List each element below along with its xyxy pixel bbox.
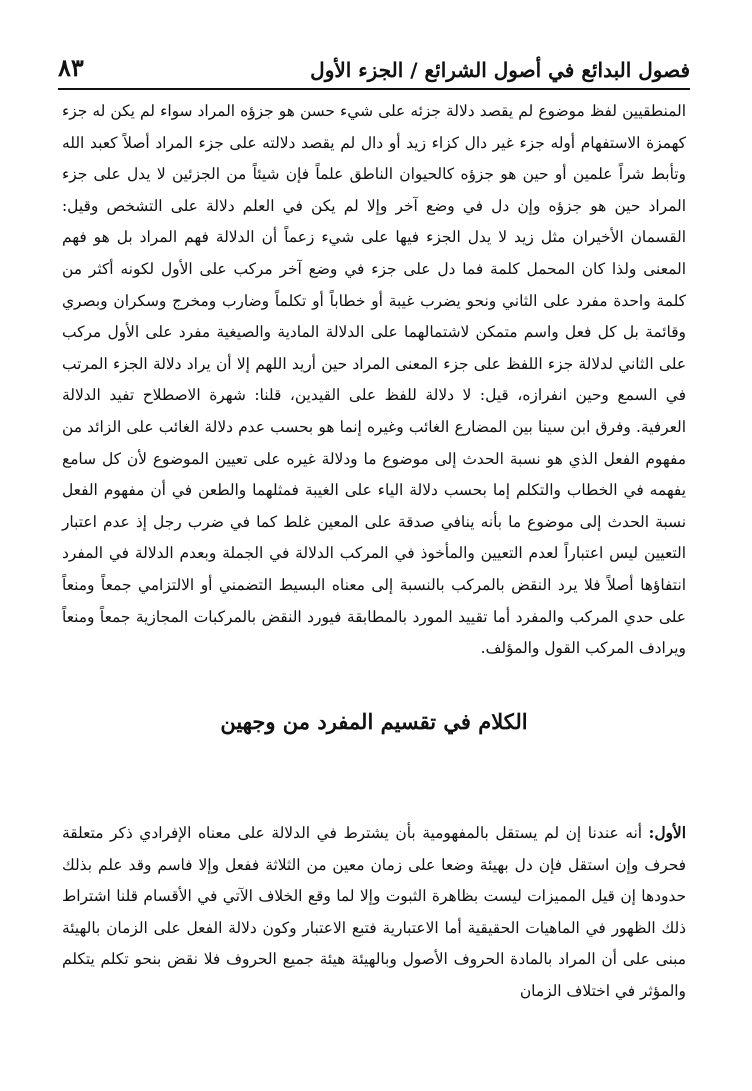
paragraph-first-division [62,818,686,1008]
running-title: فصول البدائع في أصول الشرائع / الجزء الأول [310,58,690,82]
paragraph-main: المنطقيين لفظ موضوع لم يقصد دلالة جزئه على شيء حسن هو جزؤه المراد سواء لم يكن له جزء كهمزة الاستفهام أوله جزء غير دال كزاء زيد أو دال لم يقصد دلالته على جزء المراد أصلاً كعبد الله وتأبط شراً علمين أو حين هو جزؤه كالحيوان الناطق علماً فإن شيئاً من الجزئين لا يدل على جزء المراد حين هو جزؤه وإن دل في وضع آخر وإلا لم يكن في العلم دلالة على التشخص وقيل: القسمان الأخيران مثل زيد لا يدل الجزء فيها على شيء زعماً أن الدلالة فهم المراد بل هو فهم المعنى ولذا كان المحمل كلمة فما دل على جزء في وضع آخر مركب على الأول لكونه أكثر من كلمة واحدة مفرد على الثاني ونحو يضرب غيبة أو خطاباً أو تكلماً وضارب ومخرج وسكران وبصري وقائمة بل كل فعل واسم متمكن لاشتمالهما على الدلالة المادية والصيغية مفرد على الأول مركب على الثاني لدلالة جزء اللفظ على جزء المعنى المراد حين أريد اللهم إلا أن يراد دلالة الجزء المرتب في السمع وحين انفرازه، قيل: لا دلالة للفظ على القيدين، قلنا: شهرة الاصطلاح تفيد الدلالة العرفية. وفرق ابن سينا بين المضارع الغائب وغيره إنما هو بحسب عدم دلالة الغائب على الزائد من مفهوم الفعل الذي هو نسبة الحدث إلى موضوع ما ودلالة غيره على تعيين الموضوع لأن كل سامع يفهمه في الخطاب والتكلم إما بحسب دلالة الياء على الغيبة فمثلهما والطعن في أن مفهوم الفعل نسبة الحدث إلى موضوع ما بأنه ينافي صدقة على المعين غلط كما في ضرب رجل إذ عدم اعتبار التعيين ليس اعتباراً لعدم التعيين والمأخوذ في المركب الدلالة في الجملة وبعدم الدلالة في المفرد انتفاؤها أصلاً فلا يرد النقض بالمركب بالنسبة إلى معناه البسيط التضمني أو الالتزامي جمعاً ومنعاً على حدي المركب والمفرد أما تقييد المورد بالمطابقة فيورد النقض بالمركبات المجازية جمعاً ومنعاً ويرادف المركب القول والمؤلف. [62,102,686,658]
paragraph-lead-word: الأول: [648,824,686,842]
header-rule [58,88,690,90]
section-heading: الكلام في تقسيم المفرد من وجهين [220,709,528,734]
paragraph-body: أنه عندنا إن لم يستقل بالمفهومية بأن يشترط في الدلالة على معناه الإفرادي ذكر متعلقة فحرف وإن استقل فإن دل بهيئة وضعا على زمان معين من الثلاثة ففعل وإلا فاسم وقد علم بذلك حدودها إن قيل المميزات ليست بظاهرة الثبوت وإلا لما وقع الخلاف الآتي في الأقسام قلنا اشتراط ذلك الظهور في الماهيات الحقيقية أما الاعتبارية فتبع الاعتبار وكون دلالة الفعل على الزمان بالهيئة مبنى على أن المراد بالمادة الحروف الأصول وبالهيئة هيئة جميع الحروف فلا نقض بنحو تكلم يتكلم والمؤثر في اختلاف الزمان [62,824,686,1000]
page-header [58,38,690,82]
page-number: ٨٣ [58,53,84,82]
